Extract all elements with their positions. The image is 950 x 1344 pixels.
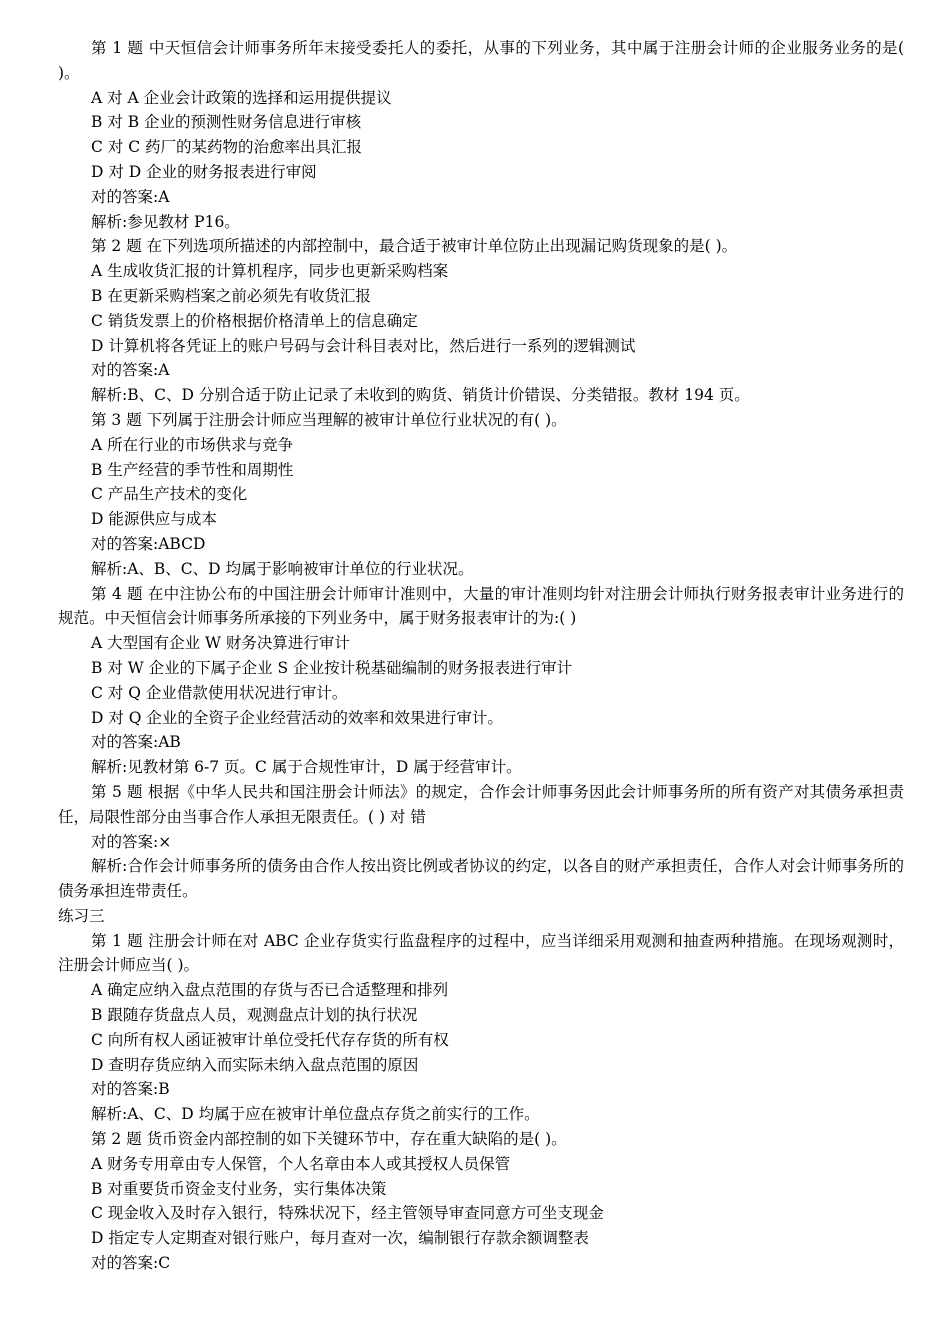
document-body [58, 36, 904, 1276]
text-paragraph: B 对 W 企业的下属子企业 S 企业按计税基础编制的财务报表进行审计 [91, 658, 573, 677]
text-paragraph: 对的答案:B [91, 1080, 170, 1099]
text-paragraph: 解析:合作会计师事务所的债务由合作人按出资比例或者协议的约定，以各自的财产承担责任，合作人对会计师事务所的债务承担连带责任。 [58, 857, 904, 901]
text-paragraph: D 对 Q 企业的全资子企业经营活动的效率和效果进行审计。 [91, 708, 503, 727]
text-paragraph: 对的答案:C [91, 1254, 171, 1273]
text-paragraph: A 对 A 企业会计政策的选择和运用提供提议 [91, 88, 392, 107]
text-paragraph: 解析:A、B、C、D 均属于影响被审计单位的行业状况。 [91, 559, 474, 578]
text-paragraph: 对的答案:× [91, 832, 172, 851]
text-paragraph: C 向所有权人函证被审计单位受托代存存货的所有权 [91, 1030, 449, 1049]
text-paragraph: 第 1 题 中天恒信会计师事务所年末接受委托人的委托，从事的下列业务，其中属于注册会计师的企业服务业务的是( )。 [58, 39, 904, 82]
text-paragraph: 解析:参见教材 P16。 [91, 212, 240, 231]
text-paragraph: D 指定专人定期查对银行账户，每月查对一次，编制银行存款余额调整表 [91, 1229, 589, 1248]
text-paragraph: C 现金收入及时存入银行，特殊状况下，经主管领导审查同意方可坐支现金 [91, 1204, 604, 1223]
text-paragraph: 对的答案:ABCD [91, 534, 206, 553]
text-paragraph: 对的答案:AB [91, 733, 181, 752]
text-paragraph: A 大型国有企业 W 财务决算进行审计 [91, 634, 350, 653]
text-paragraph: B 生产经营的季节性和周期性 [91, 460, 294, 479]
text-paragraph: A 财务专用章由专人保管，个人名章由本人或其授权人员保管 [91, 1154, 511, 1173]
text-paragraph: B 对重要货币资金支付业务，实行集体决策 [91, 1179, 387, 1198]
text-paragraph: B 跟随存货盘点人员，观测盘点计划的执行状况 [91, 1006, 418, 1025]
text-paragraph: 第 2 题 货币资金内部控制的如下关键环节中，存在重大缺陷的是( )。 [91, 1130, 567, 1149]
text-paragraph: A 确定应纳入盘点范围的存货与否已合适整理和排列 [91, 981, 449, 1000]
text-paragraph: B 在更新采购档案之前必须先有收货汇报 [91, 286, 371, 305]
text-paragraph: 第 1 题 注册会计师在对 ABC 企业存货实行监盘程序的过程中，应当详细采用观测和抽查两种措施。在现场观测时，注册会计师应当( )。 [58, 931, 904, 975]
text-paragraph: C 对 Q 企业借款使用状况进行审计。 [91, 683, 348, 702]
text-paragraph: B 对 B 企业的预测性财务信息进行审核 [91, 113, 362, 132]
text-paragraph: 第 2 题 在下列选项所描述的内部控制中，最合适于被审计单位防止出现漏记购货现象的是( )。 [91, 237, 738, 256]
text-paragraph: 对的答案:A [91, 361, 170, 380]
text-paragraph: D 对 D 企业的财务报表进行审阅 [91, 162, 317, 181]
text-paragraph: A 生成收货汇报的计算机程序，同步也更新采购档案 [91, 262, 449, 281]
text-paragraph: C 销货发票上的价格根据价格清单上的信息确定 [91, 311, 418, 330]
text-paragraph: A 所在行业的市场供求与竞争 [91, 435, 294, 454]
text-paragraph: 解析:见教材第 6-7 页。C 属于合规性审计，D 属于经营审计。 [91, 758, 522, 777]
text-paragraph: C 对 C 药厂的某药物的治愈率出具汇报 [91, 138, 363, 157]
text-paragraph: D 计算机将各凭证上的账户号码与会计科目表对比，然后进行一系列的逻辑测试 [91, 336, 636, 355]
text-paragraph: 对的答案:A [91, 187, 170, 206]
text-paragraph: D 能源供应与成本 [91, 510, 217, 529]
text-paragraph: 第 3 题 下列属于注册会计师应当理解的被审计单位行业状况的有( )。 [91, 410, 567, 429]
text-paragraph: 解析:A、C、D 均属于应在被审计单位盘点存货之前实行的工作。 [91, 1105, 540, 1124]
text-paragraph: C 产品生产技术的变化 [91, 485, 248, 504]
text-paragraph: 第 5 题 根据《中华人民共和国注册会计师法》的规定，合作会计师事务因此会计师事务所的所有资产对其债务承担责任，局限性部分由当事合作人承担无限责任。( ) 对 错 [58, 782, 904, 826]
text-paragraph: D 查明存货应纳入而实际未纳入盘点范围的原因 [91, 1055, 419, 1074]
text-paragraph: 解析:B、C、D 分别合适于防止记录了未收到的购货、销货计价错误、分类错报。教材 194 页。 [91, 386, 750, 405]
text-paragraph: 第 4 题 在中注协公布的中国注册会计师审计准则中，大量的审计准则均针对注册会计师执行财务报表审计业务进行的规范。中天恒信会计师事务所承接的下列业务中，属于财务报表审计的为:( ) [58, 584, 904, 628]
section-heading: 练习三 [58, 906, 105, 925]
